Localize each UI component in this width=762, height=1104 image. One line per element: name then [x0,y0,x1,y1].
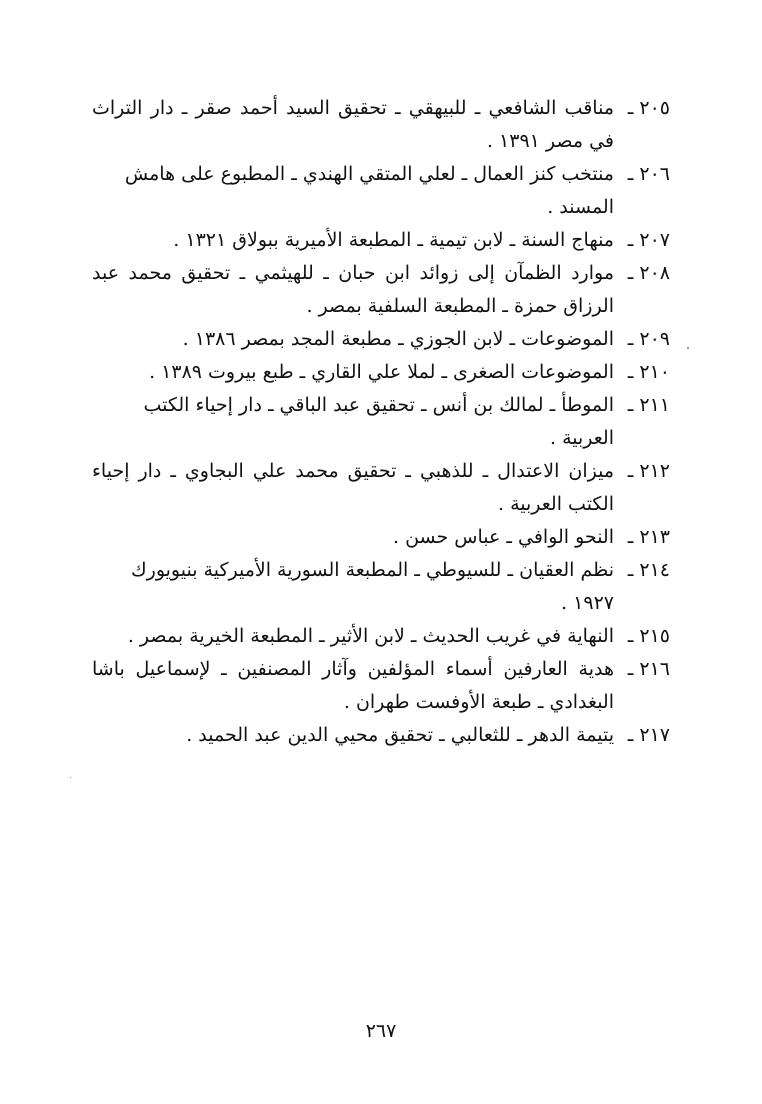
reference-entry-217 [92,719,670,752]
reference-number: ٢١٦ ـ [627,658,670,680]
page-number: ٢٦٧ [365,1020,397,1042]
reference-text: منتخب كنز العمال ـ لعلي المتقي الهندي ـ المطبوع على هامش المسند . [124,163,614,218]
reference-number: ٢١٢ ـ [627,460,670,482]
reference-entry-210 [92,356,670,389]
reference-text: الموضوعات الصغرى ـ لملا علي القاري ـ طبع بيروت ١٣٨٩ . [149,361,614,383]
reference-number: ٢١٥ ـ [627,625,670,647]
scan-speck [70,777,71,778]
reference-number: ٢١١ ـ [627,394,670,416]
reference-text: النهاية في غريب الحديث ـ لابن الأثير ـ المطبعة الخيرية بمصر . [127,625,614,647]
reference-entry-216 [92,653,670,719]
reference-number: ٢١٠ ـ [627,361,670,383]
reference-entry-215 [92,620,670,653]
reference-number: ٢١٤ ـ [627,559,670,581]
reference-number: ٢٠٨ ـ [627,262,670,284]
reference-number: ٢٠٦ ـ [627,163,670,185]
reference-entry-214 [92,554,670,620]
reference-number: ٢١٧ ـ [627,724,670,746]
reference-entry-212 [92,455,670,521]
bibliography-list [92,92,670,752]
reference-number: ٢١٣ ـ [627,526,670,548]
reference-entry-208 [92,257,670,323]
reference-number: ٢٠٥ ـ [627,97,670,119]
scan-speck [687,347,689,349]
reference-entry-205 [92,92,670,158]
reference-text: منهاج السنة ـ لابن تيمية ـ المطبعة الأميرية ببولاق ١٣٢١ . [173,229,614,251]
reference-entry-206 [92,158,670,224]
reference-text: نظم العقيان ـ للسيوطي ـ المطبعة السورية الأميركية بنيويورك ١٩٢٧ . [130,559,614,614]
reference-entry-211 [92,389,670,455]
reference-entry-213 [92,521,670,554]
reference-text: الموطأ ـ لمالك بن أنس ـ تحقيق عبد الباقي ـ دار إحياء الكتب العربية . [143,394,614,449]
reference-text: الموضوعات ـ لابن الجوزي ـ مطبعة المجد بمصر ١٣٨٦ . [182,328,614,350]
reference-text: يتيمة الدهر ـ للثعالبي ـ تحقيق محيي الدين عبد الحميد . [186,724,614,746]
reference-number: ٢٠٧ ـ [627,229,670,251]
reference-text: النحو الوافي ـ عباس حسن . [393,526,614,548]
reference-text: موارد الظمآن إلى زوائد ابن حبان ـ للهيثمي ـ تحقيق محمد عبد الرزاق حمزة ـ المطبعة السلفية بمصر . [92,262,614,317]
reference-number: ٢٠٩ ـ [627,328,670,350]
reference-entry-207 [92,224,670,257]
reference-entry-209 [92,323,670,356]
reference-text: ميزان الاعتدال ـ للذهبي ـ تحقيق محمد علي البجاوي ـ دار إحياء الكتب العربية . [92,460,614,515]
reference-text: مناقب الشافعي ـ للبيهقي ـ تحقيق السيد أحمد صقر ـ دار التراث في مصر ١٣٩١ . [92,97,614,152]
reference-text: هدية العارفين أسماء المؤلفين وآثار المصنفين ـ لإسماعيل باشا البغدادي ـ طبعة الأوفست طهران . [92,658,614,713]
